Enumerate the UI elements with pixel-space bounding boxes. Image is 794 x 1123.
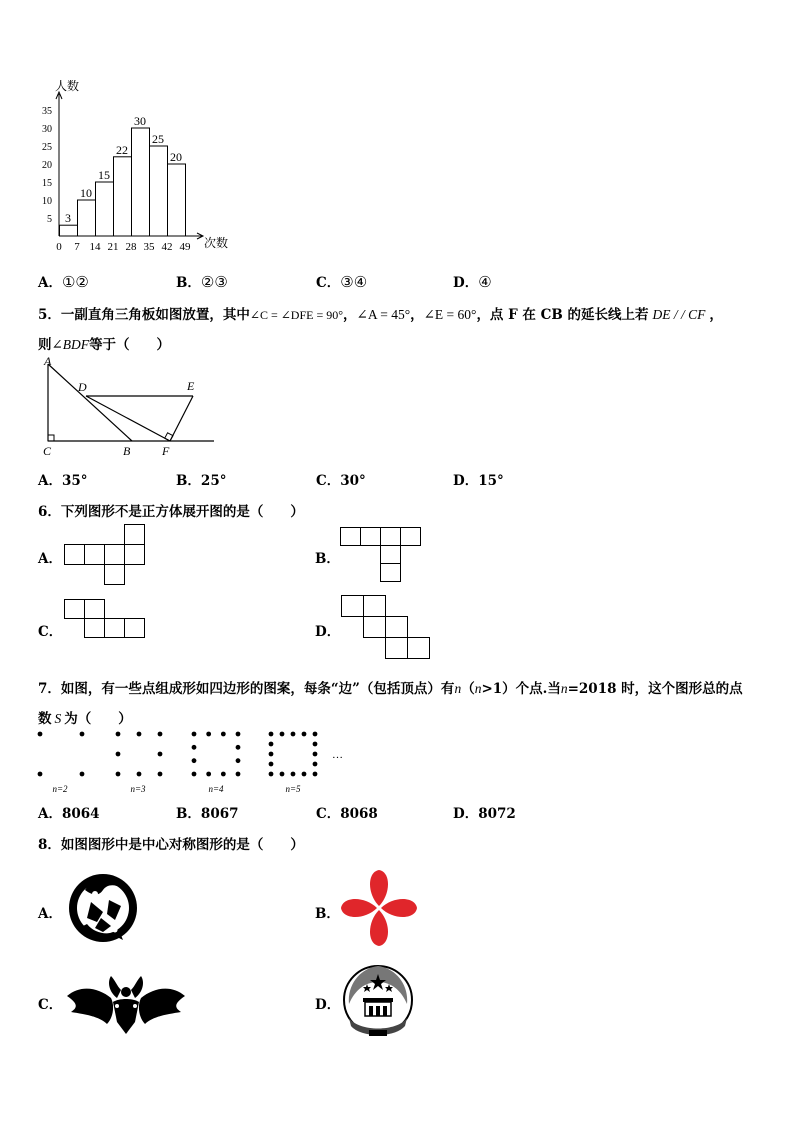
dot xyxy=(206,772,211,777)
bar-value-label: 10 xyxy=(80,186,92,200)
dot xyxy=(192,758,197,763)
x-tick-label: 0 xyxy=(56,241,62,253)
histogram-bar xyxy=(168,164,186,236)
x-tick-label: 49 xyxy=(179,241,191,253)
q4-histogram xyxy=(30,80,270,260)
q5-option-d[interactable]: D．15° xyxy=(453,473,504,489)
q5-stem-line1: 5．一副直角三角板如图放置，其中∠C = ∠DFE = 90°，∠A = 45°，∠E = 60°，点 F 在 CB 的延长线上若 DE / / CF ， xyxy=(38,307,723,323)
x-axis-label: 次数 xyxy=(204,236,229,250)
q8-option-d-label[interactable]: D． xyxy=(315,997,341,1013)
dot xyxy=(137,732,142,737)
q7-stem-line1: 7．如图，有一些点组成形如四边形的图案，每条“边”（包括顶点）有n（n>1）个点.当n=2018 时，这个图形总的点 xyxy=(38,681,743,697)
q8-option-a-label[interactable]: A． xyxy=(38,906,62,922)
dot xyxy=(302,772,307,777)
q6-option-a-label[interactable]: A． xyxy=(38,551,62,567)
q7-option-a[interactable]: A．8064 xyxy=(38,806,100,822)
q4-option-a[interactable]: A．①② xyxy=(38,275,89,291)
dot xyxy=(80,772,85,777)
y-tick-label: 25 xyxy=(42,142,52,153)
label-f: F xyxy=(162,444,170,458)
dot xyxy=(313,742,318,747)
dot xyxy=(291,732,296,737)
q8-option-b-label[interactable]: B． xyxy=(315,906,340,922)
q5-option-a[interactable]: A．35° xyxy=(38,473,88,489)
dot xyxy=(313,752,318,757)
histogram-bar xyxy=(78,200,96,236)
q6-option-c-label[interactable]: C． xyxy=(38,624,63,640)
dot xyxy=(221,772,226,777)
histogram-bar xyxy=(96,182,114,236)
q7-option-d[interactable]: D．8072 xyxy=(453,806,516,822)
dot xyxy=(158,772,163,777)
dot xyxy=(192,745,197,750)
q4-option-d[interactable]: D．④ xyxy=(453,275,492,291)
y-tick-label: 35 xyxy=(42,106,52,117)
caption-n5: n=5 xyxy=(285,784,301,794)
bar-value-label: 25 xyxy=(152,132,164,146)
bar-value-label: 22 xyxy=(116,142,128,157)
dot xyxy=(38,772,43,777)
bar-value-label: 15 xyxy=(98,168,110,182)
q6-stem: 6．下列图形不是正方体展开图的是（ ） xyxy=(38,504,304,520)
dot xyxy=(302,732,307,737)
dot xyxy=(116,772,121,777)
q4-option-b[interactable]: B．②③ xyxy=(176,275,228,291)
q7-stem-line2: 数 S 为（ ） xyxy=(38,711,132,727)
dot xyxy=(280,772,285,777)
q7-option-c[interactable]: C．8068 xyxy=(316,806,378,822)
y-tick-label: 15 xyxy=(42,178,52,189)
dot xyxy=(221,732,226,737)
q5-triangle-figure xyxy=(36,354,221,462)
q7-option-b[interactable]: B．8067 xyxy=(176,806,239,822)
q5-option-c[interactable]: C．30° xyxy=(316,473,366,489)
x-tick-label: 21 xyxy=(107,241,119,253)
q8-option-b-flower[interactable] xyxy=(337,866,421,950)
q8-option-c-birds[interactable] xyxy=(63,962,189,1038)
y-tick-label: 20 xyxy=(42,160,52,171)
q5-option-b[interactable]: B．25° xyxy=(176,473,227,489)
dot xyxy=(236,758,241,763)
q4-chart-group xyxy=(42,80,228,253)
dot xyxy=(291,772,296,777)
dot xyxy=(313,762,318,767)
histogram-bar xyxy=(132,128,150,236)
x-tick-label: 42 xyxy=(161,241,173,253)
q8-option-a-emblem[interactable] xyxy=(63,866,143,946)
q6-net-d[interactable] xyxy=(340,595,435,661)
q4-option-c[interactable]: C．③④ xyxy=(316,275,368,291)
q6-net-c[interactable] xyxy=(62,599,147,641)
dot xyxy=(116,732,121,737)
label-c: C xyxy=(43,444,52,458)
dot xyxy=(236,732,241,737)
bar-value-label: 30 xyxy=(134,114,146,128)
q7-dots-group xyxy=(38,732,318,777)
dot xyxy=(269,752,274,757)
dot xyxy=(236,772,241,777)
caption-n2: n=2 xyxy=(52,784,68,794)
dot xyxy=(280,732,285,737)
label-b: B xyxy=(123,444,131,458)
q6-option-b-label[interactable]: B． xyxy=(315,551,340,567)
dot xyxy=(206,732,211,737)
q8-option-d-national-emblem[interactable] xyxy=(339,960,417,1042)
x-tick-label: 7 xyxy=(74,241,80,253)
dot xyxy=(158,732,163,737)
x-tick-label: 28 xyxy=(125,241,137,253)
dot xyxy=(236,745,241,750)
label-a: A xyxy=(44,354,52,368)
caption-n3: n=3 xyxy=(130,784,146,794)
histogram-bar xyxy=(60,225,78,236)
q6-option-d-label[interactable]: D． xyxy=(315,624,341,640)
q8-stem: 8．如图图形中是中心对称图形的是（ ） xyxy=(38,837,304,853)
q7-dot-patterns xyxy=(30,726,360,798)
dot xyxy=(80,732,85,737)
histogram-bar xyxy=(114,157,132,236)
label-e: E xyxy=(187,379,195,393)
histogram-bar xyxy=(150,146,168,236)
x-tick-label: 35 xyxy=(143,241,155,253)
dot xyxy=(158,752,163,757)
dot xyxy=(269,772,274,777)
dot xyxy=(313,732,318,737)
dot xyxy=(192,732,197,737)
bar-value-label: 3 xyxy=(65,211,71,226)
dot xyxy=(269,762,274,767)
x-tick-label: 14 xyxy=(89,241,101,253)
bar-value-label: 20 xyxy=(170,150,182,164)
label-d: D xyxy=(78,380,87,394)
caption-n4: n=4 xyxy=(208,784,224,794)
dot xyxy=(269,732,274,737)
y-tick-label: 30 xyxy=(42,124,52,135)
y-axis-label: 人数 xyxy=(55,80,80,93)
dot xyxy=(137,772,142,777)
y-tick-label: 10 xyxy=(42,196,52,207)
dot xyxy=(192,772,197,777)
dot xyxy=(313,772,318,777)
dot xyxy=(269,742,274,747)
q5-stem-line2: 则∠BDF等于（ ） xyxy=(38,337,171,353)
dot xyxy=(116,752,121,757)
q6-net-a[interactable] xyxy=(62,524,147,586)
q8-option-c-label[interactable]: C． xyxy=(38,997,63,1013)
dot xyxy=(38,732,43,737)
dots-ellipsis: … xyxy=(332,749,343,761)
y-tick-label: 5 xyxy=(47,214,52,225)
q6-net-b[interactable] xyxy=(339,527,424,583)
